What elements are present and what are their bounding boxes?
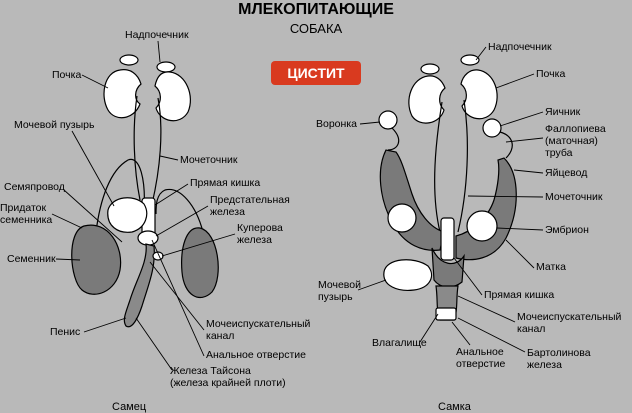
female-label-kidney: Почка (536, 68, 566, 80)
female-label-infundibulum: Воронка (316, 118, 357, 130)
female-label-oviduct-short: Яйцевод (545, 167, 588, 179)
male-caption: Самец (112, 401, 147, 413)
female-label-urethra-2: канал (517, 323, 546, 335)
female-anatomy (379, 55, 516, 320)
page-title: МЛЕКОПИТАЮЩИЕ (238, 1, 394, 18)
female-caption: Самка (438, 401, 471, 413)
female-rectum (441, 218, 454, 260)
female-label-bladder-2: пузырь (318, 291, 353, 303)
male-ureter-right (152, 98, 161, 204)
female-label-oviduct-1: Фаллопиева (545, 123, 606, 135)
male-label-cowper-1: Куперова (237, 222, 283, 234)
male-label-rectum: Прямая кишка (190, 177, 261, 189)
male-label-prostate-2: железа (210, 206, 245, 218)
male-label-anus: Анальное отверстие (206, 349, 306, 361)
male-testis-right (182, 228, 219, 298)
female-ureter-left (435, 102, 442, 232)
female-label-uterus: Матка (536, 261, 566, 273)
male-label-epididymis-1: Придаток (0, 202, 47, 214)
male-label-urethra-2: канал (206, 330, 235, 342)
female-label-bartholin-2: железа (527, 359, 562, 371)
female-ureter-right (458, 100, 467, 232)
male-label-adrenal: Надпочечник (125, 29, 189, 41)
female-label-vagina: Влагалище (372, 337, 427, 349)
male-vas-deferens-right (156, 189, 203, 232)
male-label-testis: Семенник (7, 253, 56, 265)
female-oviduct-right (500, 132, 512, 158)
female-label-oviduct-3: труба (545, 147, 573, 159)
female-vulva (436, 308, 456, 320)
male-label-prostate-1: Предстательная (210, 194, 290, 206)
male-label-tyson-1: Железа Тайсона (170, 365, 251, 377)
female-label-oviduct-2: (маточная) (545, 135, 598, 147)
female-label-bartholin-1: Бартолинова (527, 347, 591, 359)
female-adrenal-left (421, 64, 439, 74)
male-penis (124, 244, 154, 327)
female-ovary-right (483, 119, 501, 137)
female-embryo-left (388, 204, 416, 232)
female-label-bladder-1: Мочевой (318, 279, 361, 291)
cystitis-badge-text: ЦИСТИТ (287, 65, 345, 81)
male-label-epididymis-2: семенника (0, 214, 53, 226)
female-kidney-right (461, 70, 497, 119)
female-label-ovary: Яичник (545, 106, 581, 118)
male-adrenal-right (157, 62, 175, 72)
female-uterine-horn-right (456, 158, 516, 260)
male-prostate (138, 231, 158, 245)
male-label-kidney: Почка (52, 69, 82, 81)
female-label-adrenal: Надпочечник (488, 41, 552, 53)
male-label-tyson-2: (железа крайней плоти) (170, 377, 286, 389)
male-label-ureter: Мочеточник (180, 154, 238, 166)
female-label-rectum: Прямая кишка (484, 289, 555, 301)
female-label-embryo: Эмбрион (545, 224, 589, 236)
male-bladder (108, 198, 147, 233)
male-label-cowper-2: железа (237, 234, 272, 246)
male-ureter-left (134, 96, 140, 200)
male-label-vas-deferens: Семяпровод (4, 181, 65, 193)
page-subtitle: СОБАКА (289, 21, 343, 36)
male-adrenal-left (120, 55, 138, 65)
female-embryo-right (467, 211, 497, 241)
male-label-urethra-1: Мочеиспускательный (206, 318, 311, 330)
female-bladder (384, 260, 432, 291)
female-label-anus-2: отверстие (456, 358, 506, 370)
female-label-urethra-1: Мочеиспускательный (517, 311, 622, 323)
male-label-bladder: Мочевой пузырь (14, 119, 95, 131)
female-label-anus-1: Анальное (456, 346, 504, 358)
male-label-penis: Пенис (50, 326, 81, 338)
female-ovary-left (379, 111, 397, 129)
female-label-ureter: Мочеточник (545, 191, 603, 203)
female-oviduct-left (388, 128, 399, 150)
cystitis-badge (271, 61, 361, 85)
male-anatomy (72, 55, 219, 327)
